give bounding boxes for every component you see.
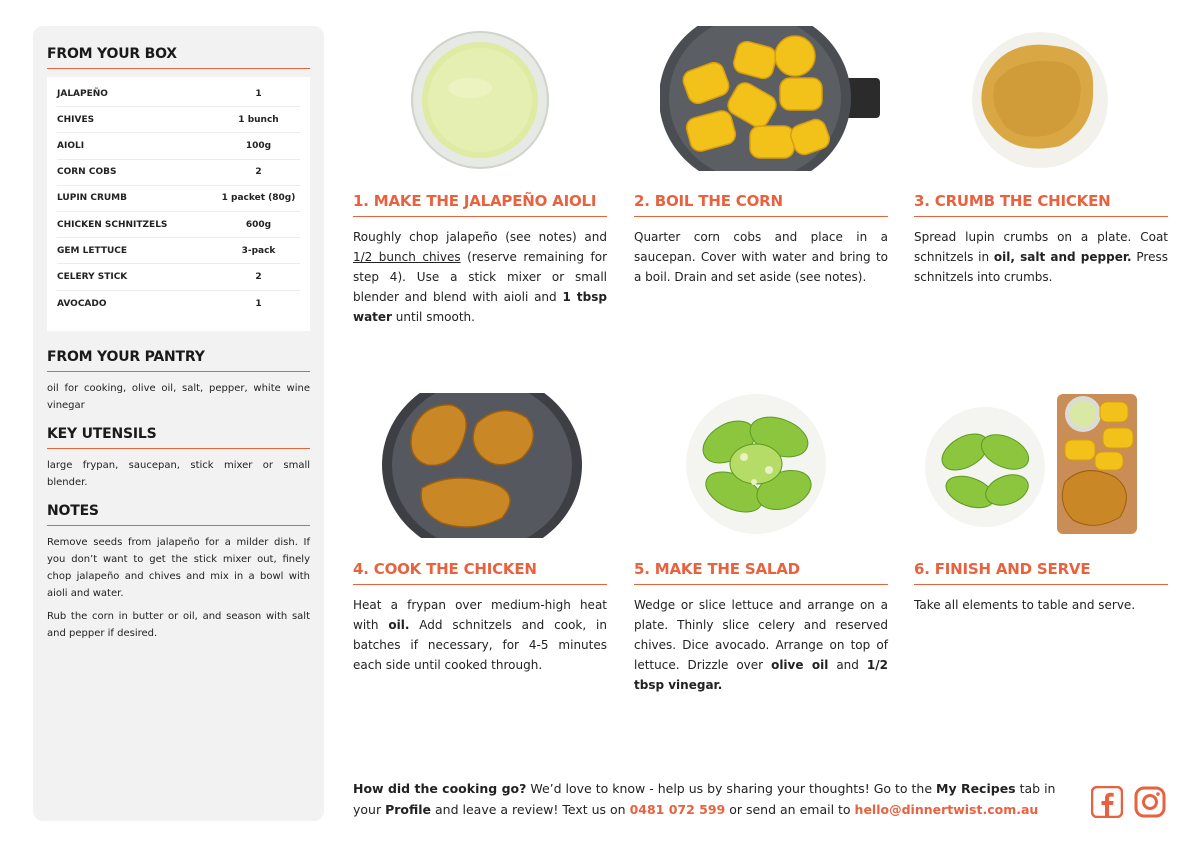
crumbed-chicken-plate-image [965,28,1115,168]
footer-text: We’d love to know - help us by sharing your thoughts! Go to the [526,781,937,796]
ingredient-name: CHIVES [57,114,95,125]
step-text-bold: oil. [388,618,410,632]
utensils-section [47,426,310,491]
ingredient-name: AIOLI [57,140,85,151]
ingredient-qty: 3-pack [241,245,276,256]
pantry-section [47,349,310,414]
step-text-run: Press schnitzels into crumbs. [914,250,1168,284]
step-text-run: Roughly chop jalapeño (see notes) and [353,230,607,244]
step-text-run: Wedge or slice lettuce and arrange on a plate. Thinly slice celery and reserved chives. Dice avocado. Arrange on top of lettuce. Drizzle over [634,598,888,672]
ingredient-qty: 1 bunch [238,114,279,125]
pantry-text: oil for cooking, olive oil, salt, pepper, white wine vinegar [47,382,310,411]
step-4 [353,560,607,675]
my-recipes-link[interactable]: My Recipes [936,781,1016,796]
ingredient-name: CELERY STICK [57,271,128,282]
step-1-text [353,227,607,327]
step-text-run: Spread lupin crumbs on a plate. Coat schnitzels in [914,230,1168,264]
boiled-corn-pot-image [660,26,882,171]
step-5 [634,560,888,695]
feedback-footer [353,778,1073,820]
step-4-text [353,595,607,675]
instagram-icon[interactable] [1134,786,1166,818]
step-text-bold: 1 tbsp water [353,290,607,324]
phone-link[interactable]: 0481 072 599 [629,802,726,817]
ingredient-qty: 600g [245,219,272,230]
notes-paragraph: Remove seeds from jalapeño for a milder dish. If you don’t want to get the stick mixer out, finely chop jalapeño and chives and mix in a bowl with aioli and water. [47,536,310,599]
step-6-text: Take all elements to table and serve. [914,598,1136,612]
step-text-run: (reserve remaining for step 4). Use a stick mixer or small blender and blend with aioli and [353,250,608,304]
ingredient-qty: 1 packet (80g) [221,193,296,204]
step-text-run: until smooth. [391,310,475,324]
ingredient-name: GEM LETTUCE [57,245,128,256]
ingredient-name: CORN COBS [57,167,117,178]
email-link[interactable]: hello@dinnertwist.com.au [854,802,1039,817]
step-3-text [914,227,1168,287]
ingredient-qty: 2 [255,167,262,178]
step-2-title: 2. BOIL THE CORN [634,192,888,217]
ingredient-row [57,107,300,133]
ingredient-qty: 2 [255,271,262,282]
ingredient-row [57,160,300,186]
utensils-text: large frypan, saucepan, stick mixer or small blender. [47,459,310,488]
step-3 [914,192,1168,287]
ingredient-row [57,212,300,238]
cooked-chicken-pan-image [382,393,602,538]
notes-section [47,503,310,642]
salad-plate-image [684,392,829,537]
ingredient-qty: 1 [255,298,262,309]
step-5-text [634,595,888,695]
ingredient-qty: 100g [245,140,272,151]
utensils-heading: KEY UTENSILS [47,426,310,449]
step-text-run: Add schnitzels and cook, in batches if necessary, for 4-5 minutes each side until cooked through. [353,618,608,672]
profile-link[interactable]: Profile [385,802,432,817]
footer-text: and leave a review! Text us on [431,802,630,817]
ingredient-row [57,81,300,107]
ingredient-row [57,186,300,212]
notes-heading: NOTES [47,503,310,526]
from-your-box-heading: FROM YOUR BOX [47,46,310,69]
step-6-title: 6. FINISH AND SERVE [914,560,1168,585]
ingredients-table [47,77,310,331]
ingredient-row [57,238,300,264]
from-your-box-section [47,46,310,331]
footer-text: tab in your [353,781,1056,817]
step-text-run: Heat a frypan over medium-high heat with [353,598,607,632]
step-1-title: 1. MAKE THE JALAPEÑO AIOLI [353,192,607,217]
step-text-underlined: 1/2 bunch chives [353,250,461,264]
footer-question: How did the cooking go? [353,781,527,796]
step-6 [914,560,1168,615]
facebook-icon[interactable] [1091,786,1123,818]
ingredient-row [57,264,300,290]
step-text-run: and [828,658,867,672]
step-2-text: Quarter corn cobs and place in a saucepan. Cover with water and bring to a boil. Drain and set aside (see notes). [634,230,888,284]
ingredient-name: LUPIN CRUMB [57,193,127,204]
notes-paragraph: Rub the corn in butter or oil, and season with salt and pepper if desired. [47,610,310,639]
sidebar [33,26,324,821]
ingredient-name: AVOCADO [57,298,107,309]
jalapeno-aioli-bowl-image [410,30,550,170]
step-text-bold: 1/2 tbsp vinegar. [634,658,888,692]
ingredient-name: CHICKEN SCHNITZELS [57,219,168,230]
ingredient-row [57,291,300,317]
ingredient-name: JALAPEÑO [57,88,108,99]
finished-dish-image [925,392,1170,537]
footer-text: or send an email to [725,802,855,817]
step-2 [634,192,888,287]
step-5-title: 5. MAKE THE SALAD [634,560,888,585]
pantry-heading: FROM YOUR PANTRY [47,349,310,372]
step-1 [353,192,607,327]
step-3-title: 3. CRUMB THE CHICKEN [914,192,1168,217]
ingredient-row [57,133,300,159]
ingredient-qty: 1 [255,88,262,99]
step-text-bold: olive oil [771,658,829,672]
step-text-bold: oil, salt and pepper. [993,250,1132,264]
step-4-title: 4. COOK THE CHICKEN [353,560,607,585]
